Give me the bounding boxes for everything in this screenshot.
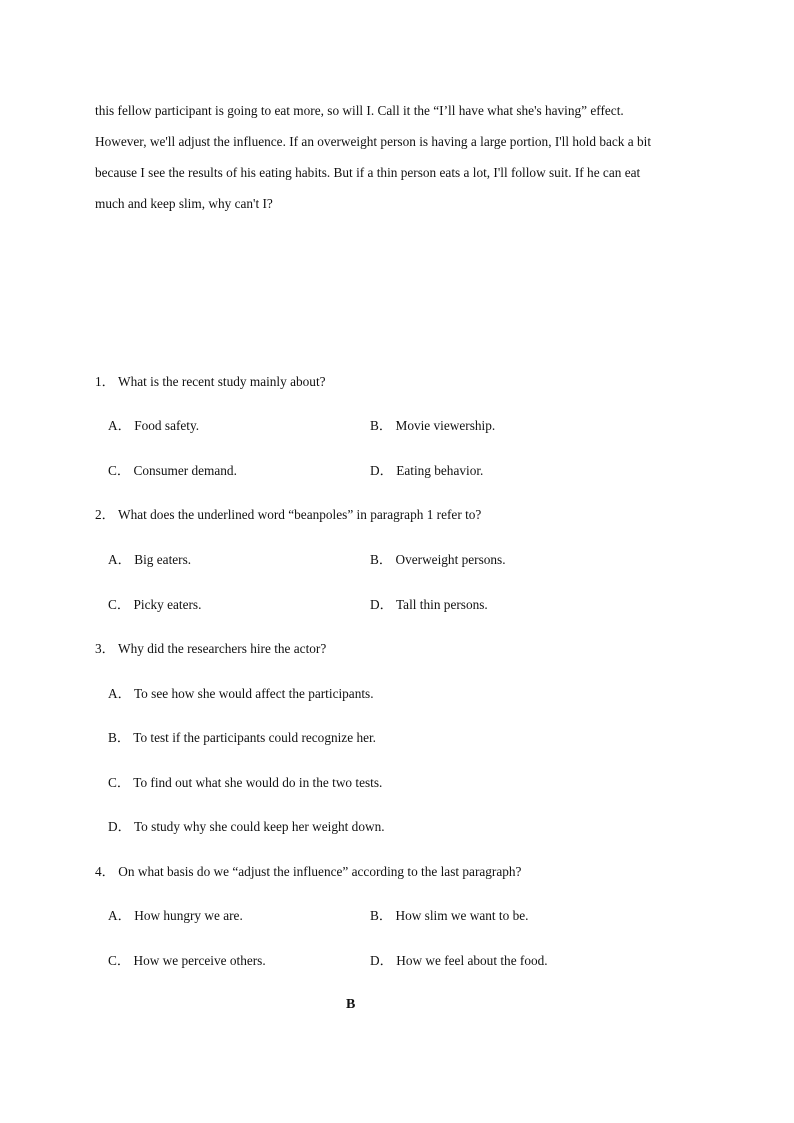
passage-line: because I see the results of his eating habits. But if a thin person eats a lot, I'll follow suit. If he can eat xyxy=(95,165,641,180)
section-heading: B xyxy=(346,997,356,1012)
question-3-option-c[interactable]: C． To find out what she would do in the two tests. xyxy=(108,775,383,790)
passage-paragraph xyxy=(95,95,695,219)
question-1-option-b[interactable]: B． Movie viewership. xyxy=(370,418,496,433)
question-1-stem: 1． What is the recent study mainly about? xyxy=(95,374,326,389)
question-3-stem: 3． Why did the researchers hire the actor? xyxy=(95,641,327,656)
question-3-option-a[interactable]: A． To see how she would affect the participants. xyxy=(108,686,374,701)
question-2-option-b[interactable]: B． Overweight persons. xyxy=(370,552,506,567)
question-4-option-a[interactable]: A． How hungry we are. xyxy=(108,908,243,923)
question-2-option-c[interactable]: C． Picky eaters. xyxy=(108,597,202,612)
passage-line: However, we'll adjust the influence. If an overweight person is having a large portion, I'll hold back a bit xyxy=(95,134,652,149)
question-3-option-b[interactable]: B． To test if the participants could recognize her. xyxy=(108,730,377,745)
question-2-option-d[interactable]: D． Tall thin persons. xyxy=(370,597,488,612)
question-4-option-b[interactable]: B． How slim we want to be. xyxy=(370,908,529,923)
question-1-option-c[interactable]: C． Consumer demand. xyxy=(108,463,237,478)
question-2-option-a[interactable]: A． Big eaters. xyxy=(108,552,192,567)
question-1-option-d[interactable]: D． Eating behavior. xyxy=(370,463,484,478)
question-4-stem: 4． On what basis do we “adjust the influence” according to the last paragraph? xyxy=(95,864,522,879)
passage-line: much and keep slim, why can't I? xyxy=(95,196,273,211)
question-4-option-c[interactable]: C． How we perceive others. xyxy=(108,953,266,968)
question-1-option-a[interactable]: A． Food safety. xyxy=(108,418,200,433)
question-3-option-d[interactable]: D． To study why she could keep her weight down. xyxy=(108,819,385,834)
passage-line: this fellow participant is going to eat more, so will I. Call it the “I’ll have what she's having” effect. xyxy=(95,103,624,118)
question-4-option-d[interactable]: D． How we feel about the food. xyxy=(370,953,548,968)
question-2-stem: 2． What does the underlined word “beanpoles” in paragraph 1 refer to? xyxy=(95,507,482,522)
